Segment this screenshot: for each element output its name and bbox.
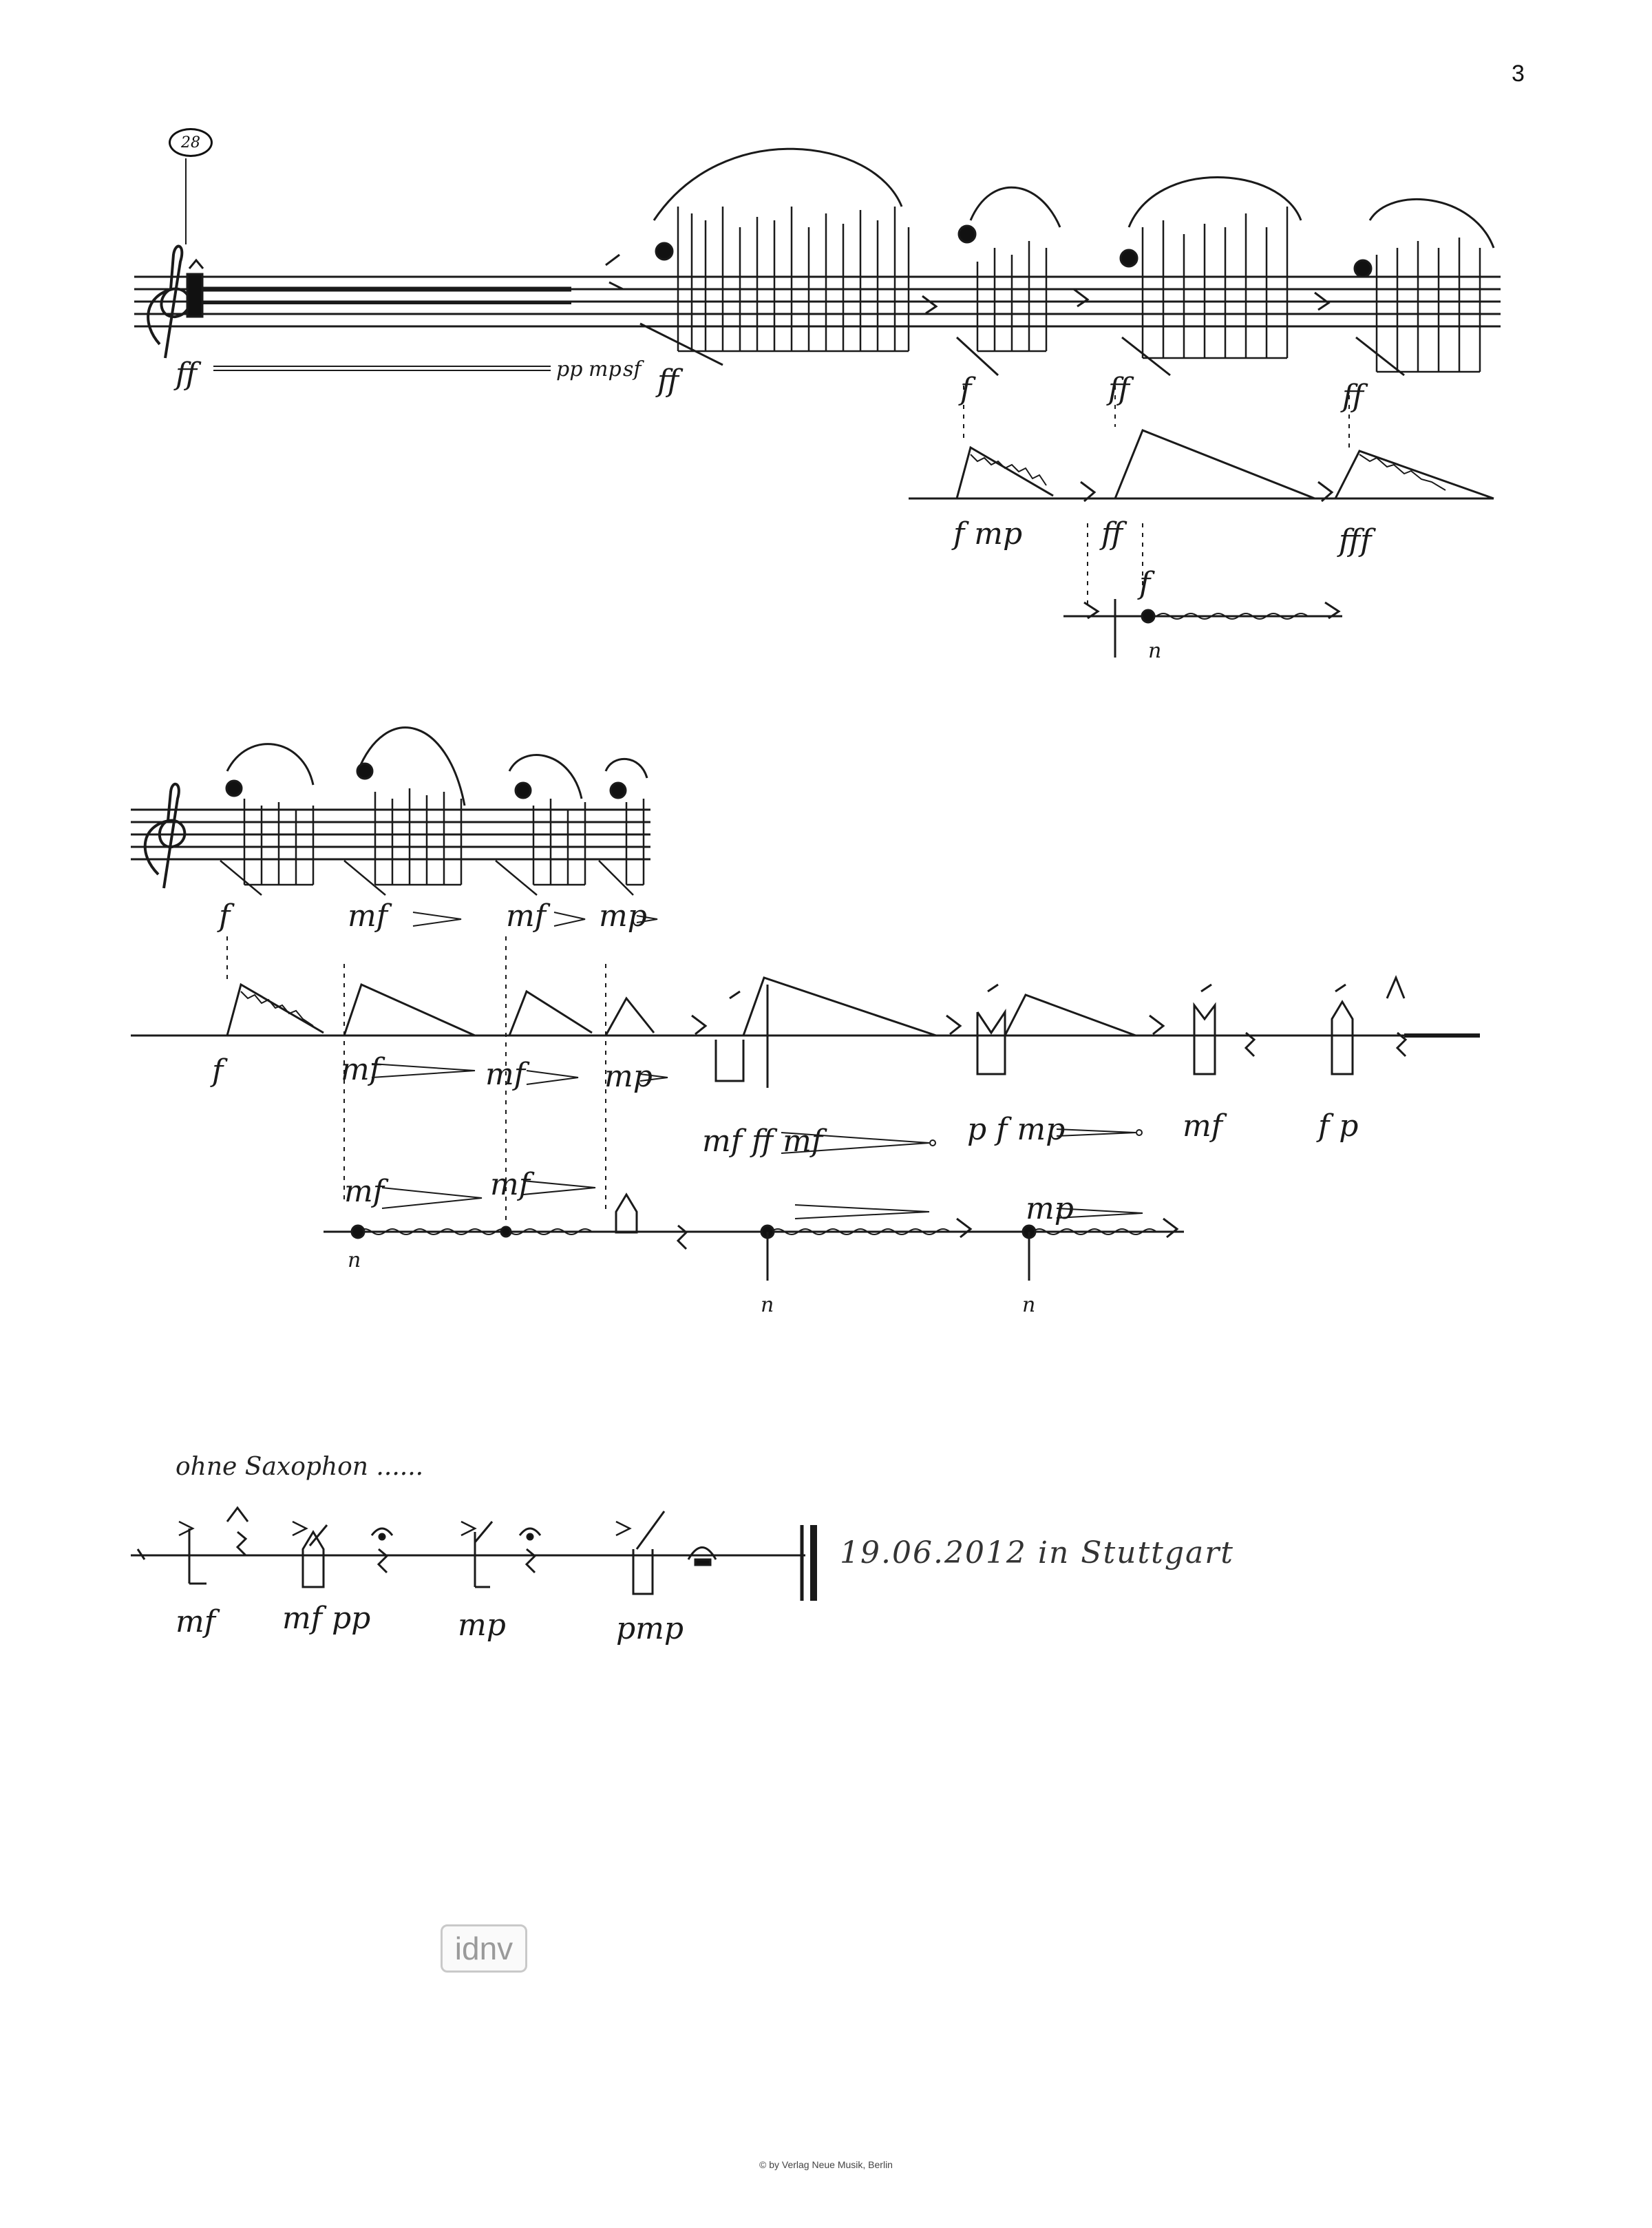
system1-notes [656,226,1371,277]
dyn-s3-pmp: pmp [616,1611,684,1646]
dyn-s1-mp: mp [589,357,622,381]
watermark-logo: idnv [441,1924,527,1973]
dyn-s2-right-2: p f mp [967,1112,1066,1147]
dyn-s2-low-n1: n [348,1248,361,1272]
dyn-s1-low-f: f [1139,566,1151,601]
system1-arcs [654,149,1494,248]
dyn-s2-low-n3: n [1022,1293,1036,1317]
dyn-s2-main-mp: mp [604,1059,653,1094]
dyn-s1-ff2: ff [657,364,679,399]
dyn-s2-mp: mp [599,898,647,934]
dyn-s1-mid-fff: fff [1339,523,1372,558]
page-number: 3 [1512,61,1525,87]
dyn-s2-low-mp: mp [1026,1191,1074,1226]
dyn-s1-ff: ff [176,357,198,392]
dyn-s2-main-mf2: mf [485,1057,526,1092]
dyn-s2-low-mf: mf [344,1174,385,1209]
copyright-footer: © by Verlag Neue Musik, Berlin [759,2159,893,2170]
dyn-s2-right-1: mf ff mf [702,1124,823,1159]
dyn-s3-mp: mp [458,1608,506,1643]
dyn-s2-mf: mf [348,898,388,934]
dyn-s1-sf: sf [623,357,642,381]
system2-main-line [131,978,1480,1088]
dyn-s1-acc-ff: ff [1108,372,1130,407]
system3-line [131,1508,814,1601]
system1-middle-line [909,430,1494,501]
dyn-s1-mid-fmp: f mp [953,516,1023,551]
dyn-s1-low-n: n [1148,639,1162,663]
rehearsal-mark: 28 [169,128,213,157]
dyn-s2-f: f [219,898,231,934]
instruction-text: ohne Saxophon ...... [176,1453,424,1481]
dyn-s2-main-mf: mf [341,1052,381,1087]
dyn-s3-mf: mf [176,1604,216,1639]
dyn-s1-mid-ff: ff [1101,516,1123,551]
system1-staff [134,158,1501,358]
dyn-s2-right-4: f p [1318,1108,1359,1144]
date-place: 19.06.2012 in Stuttgart [840,1535,1234,1570]
dyn-s1-acc-ff2: ff [1342,379,1364,414]
system2-arcs [227,728,647,806]
dyn-s2-low-mf2: mf [490,1167,531,1202]
dyn-s3-mfpp: mf pp [282,1601,371,1636]
dyn-s1-pp: pp [556,357,583,381]
dyn-s2-right-3: mf [1183,1108,1223,1144]
dyn-s2-main-f: f [212,1053,224,1089]
system1-lower-line [1063,599,1342,658]
dyn-s2-low-n2: n [761,1293,774,1317]
dyn-s1-acc-f: f [960,372,972,407]
dyn-s2-mf2: mf [506,898,547,934]
system2-staff [131,784,650,888]
